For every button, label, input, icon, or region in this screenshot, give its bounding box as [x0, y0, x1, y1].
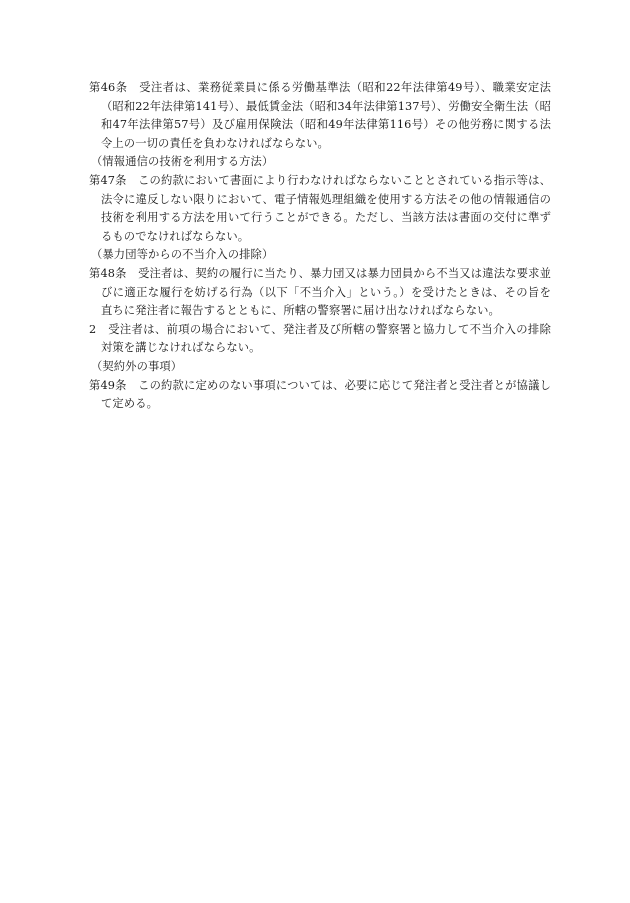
article-49-caption [89, 358, 551, 377]
article-48-caption [89, 246, 551, 265]
article-49-caption-text: （契約外の事項） [91, 359, 183, 373]
article-47-caption-text: （情報通信の技術を利用する方法） [91, 155, 274, 169]
article-48-paragraph-2: 2 受注者は、前項の場合において、発注者及び所轄の警察署と協力して不当介入の排除対策を講じなければならない。 [89, 322, 551, 355]
article-48-caption-text: （暴力団等からの不当介入の排除） [91, 248, 274, 262]
article-48: 第48条 受注者は、契約の履行に当たり、暴力団又は暴力団員から不当又は違法な要求並びに適正な履行を妨げる行為（以下「不当介入」という。）を受けたときは、その旨を直ちに発注者に報告するとともに、所轄の警察署に届け出なければならない。 [89, 266, 551, 318]
article-47: 第47条 この約款において書面により行わなければならないこととされている指示等は、法令に違反しない限りにおいて、電子情報処理組織を使用する方法その他の情報通信の技術を利用する方法を用いて行うことができる。ただし、当該方法は書面の交付に準ずるものでなければならない。 [89, 173, 551, 243]
contract-text [89, 79, 551, 414]
article-47-caption [89, 153, 551, 172]
article-49: 第49条 この約款に定めのない事項については、必要に応じて発注者と受注者とが協議して定める。 [89, 378, 551, 411]
article-46: 第46条 受注者は、業務従業員に係る労働基準法（昭和22年法律第49号）、職業安定法（昭和22年法律第141号）、最低賃金法（昭和34年法律第137号）、労働安全衛生法（昭和47年法律第57号）及び雇用保険法（昭和49年法律第116号）その他労務に関する法令上の一切の責任を負わなければならない。 [89, 81, 551, 150]
